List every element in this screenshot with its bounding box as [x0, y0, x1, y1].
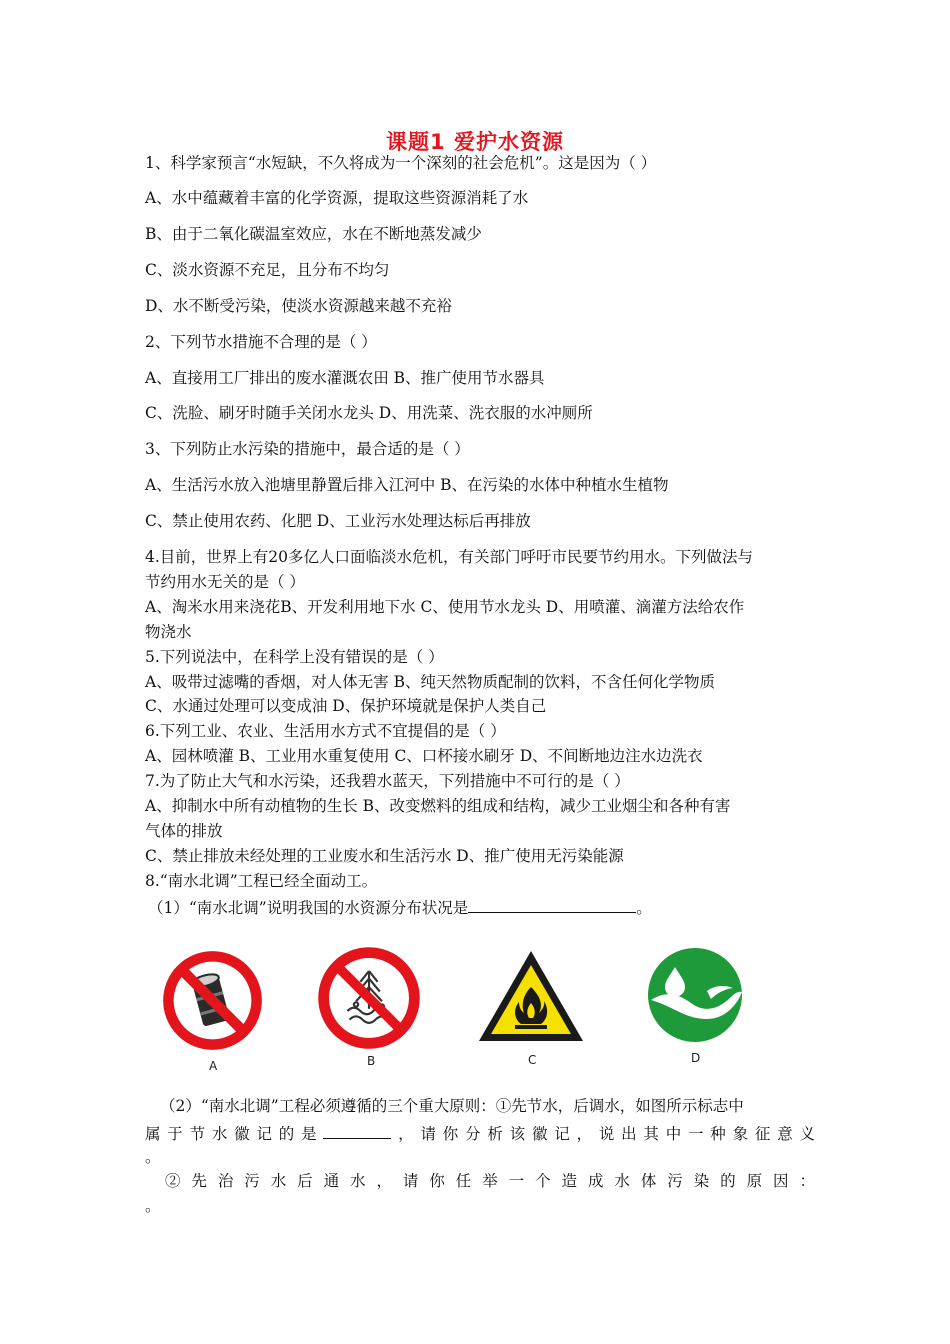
q3-options-cd: C、禁止使用农药、化肥 D、工业污水处理达标后再排放 [145, 512, 531, 530]
q8-part1-text: （1）“南水北调”说明我国的水资源分布状况是 [148, 899, 469, 917]
q2-options-cd: C、洗脸、刷牙时随手关闭水龙头 D、用洗菜、洗衣服的水冲厕所 [145, 404, 593, 422]
sign-b-label: B [367, 1054, 376, 1068]
signs-figure [145, 940, 815, 1080]
no-dumping-icon [315, 944, 423, 1052]
q2-stem: 2、下列节水措施不合理的是（ ） [145, 333, 377, 351]
q7-options-ab-line1: A、抑制水中所有动植物的生长 B、改变燃料的组成和结构，减少工业烟尘和各种有害 [145, 797, 731, 815]
q5-options-cd: C、水通过处理可以变成油 D、保护环境就是保护人类自己 [145, 697, 547, 715]
q8-part2-answer-blank[interactable] [323, 1122, 391, 1139]
q8-part3-line1: ② 先 治 污 水 后 通 水 ， 请 你 任 举 一 个 造 成 水 体 污 染 的 原 因 ： [165, 1172, 816, 1190]
q5-options-ab: A、吸带过滤嘴的香烟，对人体无害 B、纯天然物质配制的饮料，不含任何化学物质 [145, 673, 716, 691]
sign-d [645, 945, 745, 1065]
q7-options-ab-line2: 气体的排放 [145, 822, 223, 840]
sign-d-label: D [691, 1051, 701, 1065]
q6-stem: 6.下列工业、农业、生活用水方式不宜提倡的是（ ） [145, 722, 506, 740]
q4-options-line2: 物浇水 [145, 623, 192, 641]
q1-option-a: A、水中蕴藏着丰富的化学资源，提取这些资源消耗了水 [145, 189, 529, 207]
q1-stem: 1、科学家预言“水短缺，不久将成为一个深刻的社会危机”。这是因为（ ） [145, 154, 657, 172]
q1-option-d: D、水不断受污染，使淡水资源越来越不充裕 [145, 297, 452, 315]
q2-options-ab: A、直接用工厂排出的废水灌溉农田 B、推广使用节水器具 [145, 369, 545, 387]
q8-part1-answer-blank[interactable] [468, 896, 636, 913]
q4-options-line1: A、淘米水用来浇花B、开发利用地下水 C、使用节水龙头 D、用喷灌、滴灌方法给农作 [145, 598, 745, 616]
q4-stem-line1: 4.目前，世界上有20多亿人口面临淡水危机，有关部门呼吁市民要节约用水。下列做法与 [145, 548, 754, 566]
q1-option-b: B、由于二氧化碳温室效应，水在不断地蒸发减少 [145, 225, 482, 243]
sign-c [475, 945, 587, 1067]
q8-part2-line2 [145, 1122, 815, 1144]
sign-a-label: A [209, 1059, 218, 1073]
q8-part1 [148, 896, 818, 918]
q3-stem: 3、下列防止水污染的措施中，最合适的是（ ） [145, 440, 470, 458]
water-saving-emblem-icon [645, 945, 745, 1045]
q5-stem: 5.下列说法中，在科学上没有错误的是（ ） [145, 648, 444, 666]
q8-part2-line3: 。 [145, 1148, 161, 1166]
q8-part2-text-a: 属于节水徽记的是 [145, 1125, 324, 1143]
sign-c-label: C [528, 1053, 537, 1067]
no-oil-drum-icon [160, 948, 265, 1053]
q8-part2-line1: （2）“南水北调”工程必须遵循的三个重大原则：①先节水，后调水，如图所示标志中 [160, 1097, 744, 1115]
q7-options-cd: C、禁止排放未经处理的工业废水和生活污水 D、推广使用无污染能源 [145, 847, 624, 865]
q7-stem: 7.为了防止大气和水污染，还我碧水蓝天，下列措施中不可行的是（ ） [145, 772, 630, 790]
q6-options: A、园林喷灌 B、工业用水重复使用 C、口杯接水刷牙 D、不间断地边注水边洗衣 [145, 747, 703, 765]
sign-a [160, 948, 265, 1073]
flammable-warning-icon [475, 945, 587, 1049]
q8-part3-line2: 。 [145, 1197, 161, 1215]
q1-option-c: C、淡水资源不充足，且分布不均匀 [145, 261, 390, 279]
sign-b [315, 944, 423, 1068]
page-title: 课题1 爱护水资源 [386, 130, 564, 154]
q3-options-ab: A、生活污水放入池塘里静置后排入江河中 B、在污染的水体中种植水生植物 [145, 476, 669, 494]
q8-stem: 8.“南水北调”工程已经全面动工。 [145, 872, 378, 890]
q8-part1-end: 。 [636, 899, 652, 917]
q4-stem-line2: 节约用水无关的是（ ） [145, 573, 305, 591]
q8-part2-text-b: ，请你分析该徽记，说出其中一种象征意义 [391, 1125, 815, 1143]
